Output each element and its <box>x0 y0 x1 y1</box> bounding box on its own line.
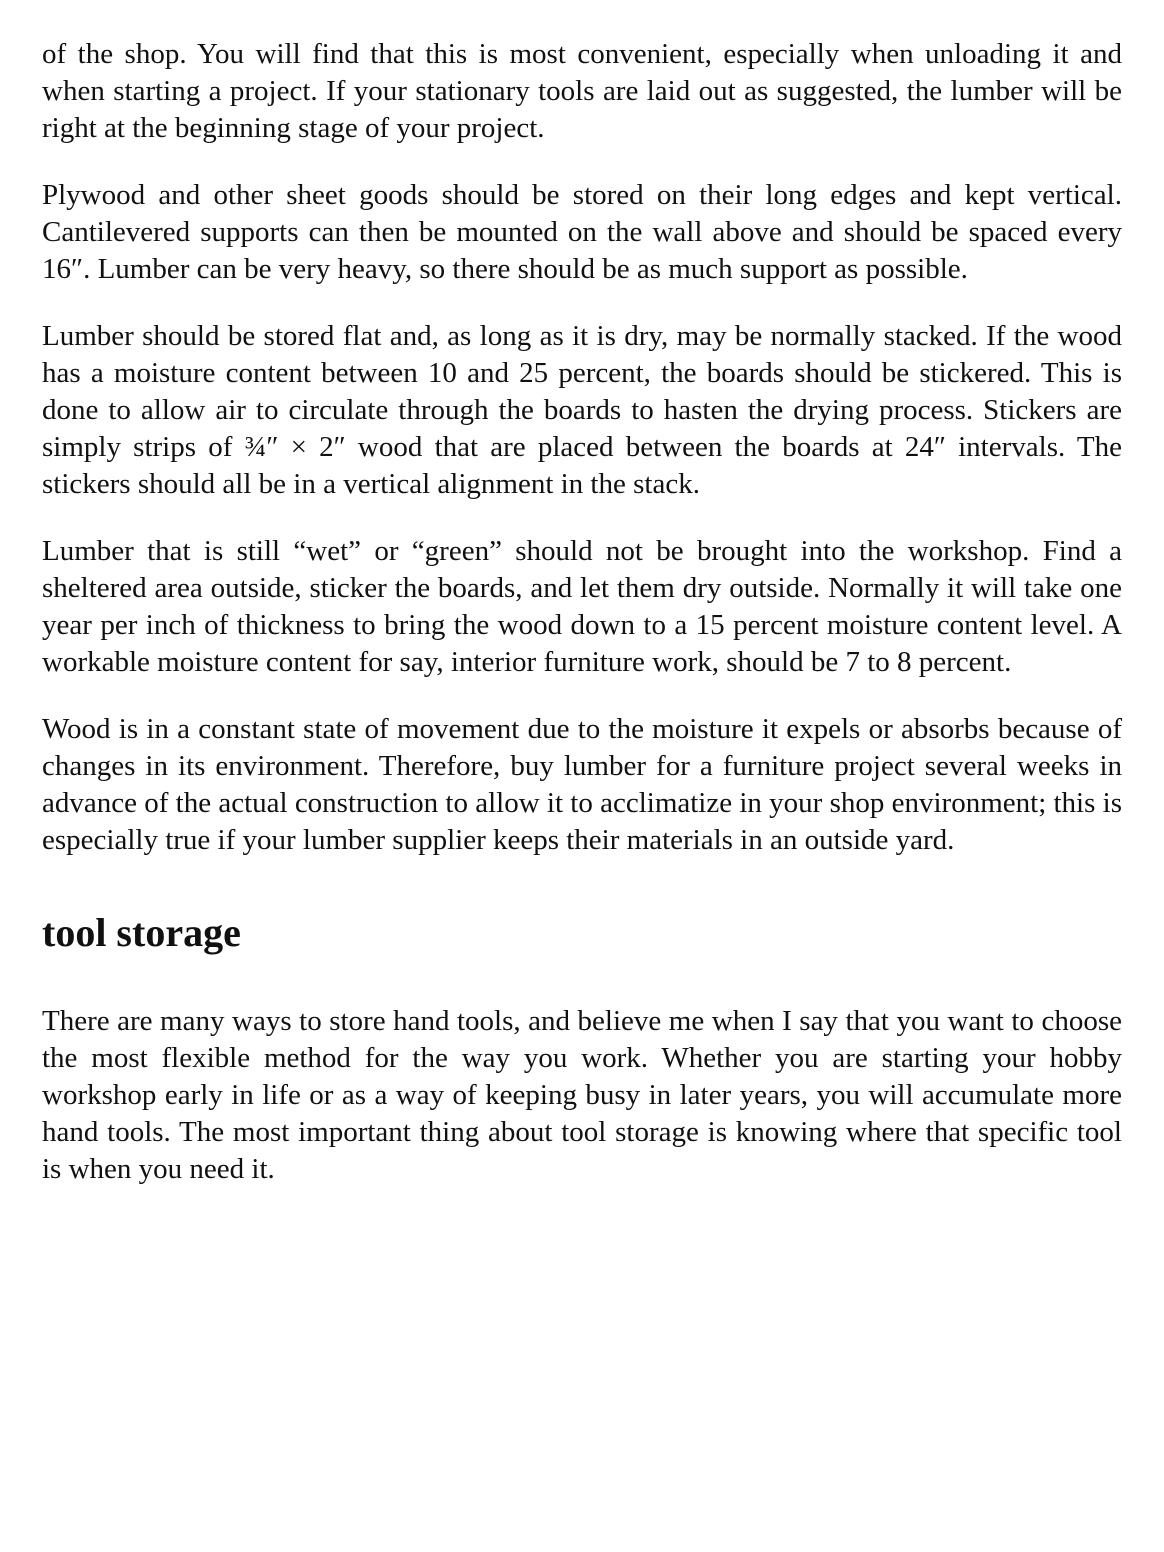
document-page <box>42 36 1122 1218</box>
paragraph-wood-movement: Wood is in a constant state of movement due to the moisture it expels or absorbs because of changes in its environment. Therefore, buy lumber for a furniture project several weeks in advance of the actual construction to allow it to acclimatize in your shop environment; this is especially true if your lumber supplier keeps their materials in an outside yard. <box>42 713 1122 856</box>
paragraph-green-lumber: Lumber that is still “wet” or “green” should not be brought into the workshop. Find a sheltered area outside, sticker the boards, and let them dry outside. Normally it will take one year per inch of thickness to bring the wood down to a 15 percent moisture content level. A workable moisture content for say, interior furniture work, should be 7 to 8 percent. <box>42 535 1122 678</box>
section-heading-tool-storage: tool storage <box>42 910 241 955</box>
paragraph-sheet-goods: Plywood and other sheet goods should be stored on their long edges and kept vertical. Cantilevered supports can then be mounted on the wall above and should be spaced every 16″. Lumber can be very heavy, so there should be as much support as possible. <box>42 179 1122 285</box>
paragraph-tool-storage: There are many ways to store hand tools, and believe me when I say that you want to choose the most flexible method for the way you work. Whether you are starting your hobby workshop early in life or as a way of keeping busy in later years, you will accumulate more hand tools. The most important thing about tool storage is knowing where that specific tool is when you need it. <box>42 1005 1122 1185</box>
paragraph-shop-location: of the shop. You will find that this is most convenient, especially when unloading it and when starting a project. If your stationary tools are laid out as suggested, the lumber will be right at the beginning stage of your project. <box>42 38 1122 144</box>
paragraph-stickering: Lumber should be stored flat and, as long as it is dry, may be normally stacked. If the wood has a moisture content between 10 and 25 percent, the boards should be stickered. This is done to allow air to circulate through the boards to hasten the drying process. Stickers are simply strips of ¾″ × 2″ wood that are placed between the boards at 24″ intervals. The stickers should all be in a vertical alignment in the stack. <box>42 320 1122 500</box>
